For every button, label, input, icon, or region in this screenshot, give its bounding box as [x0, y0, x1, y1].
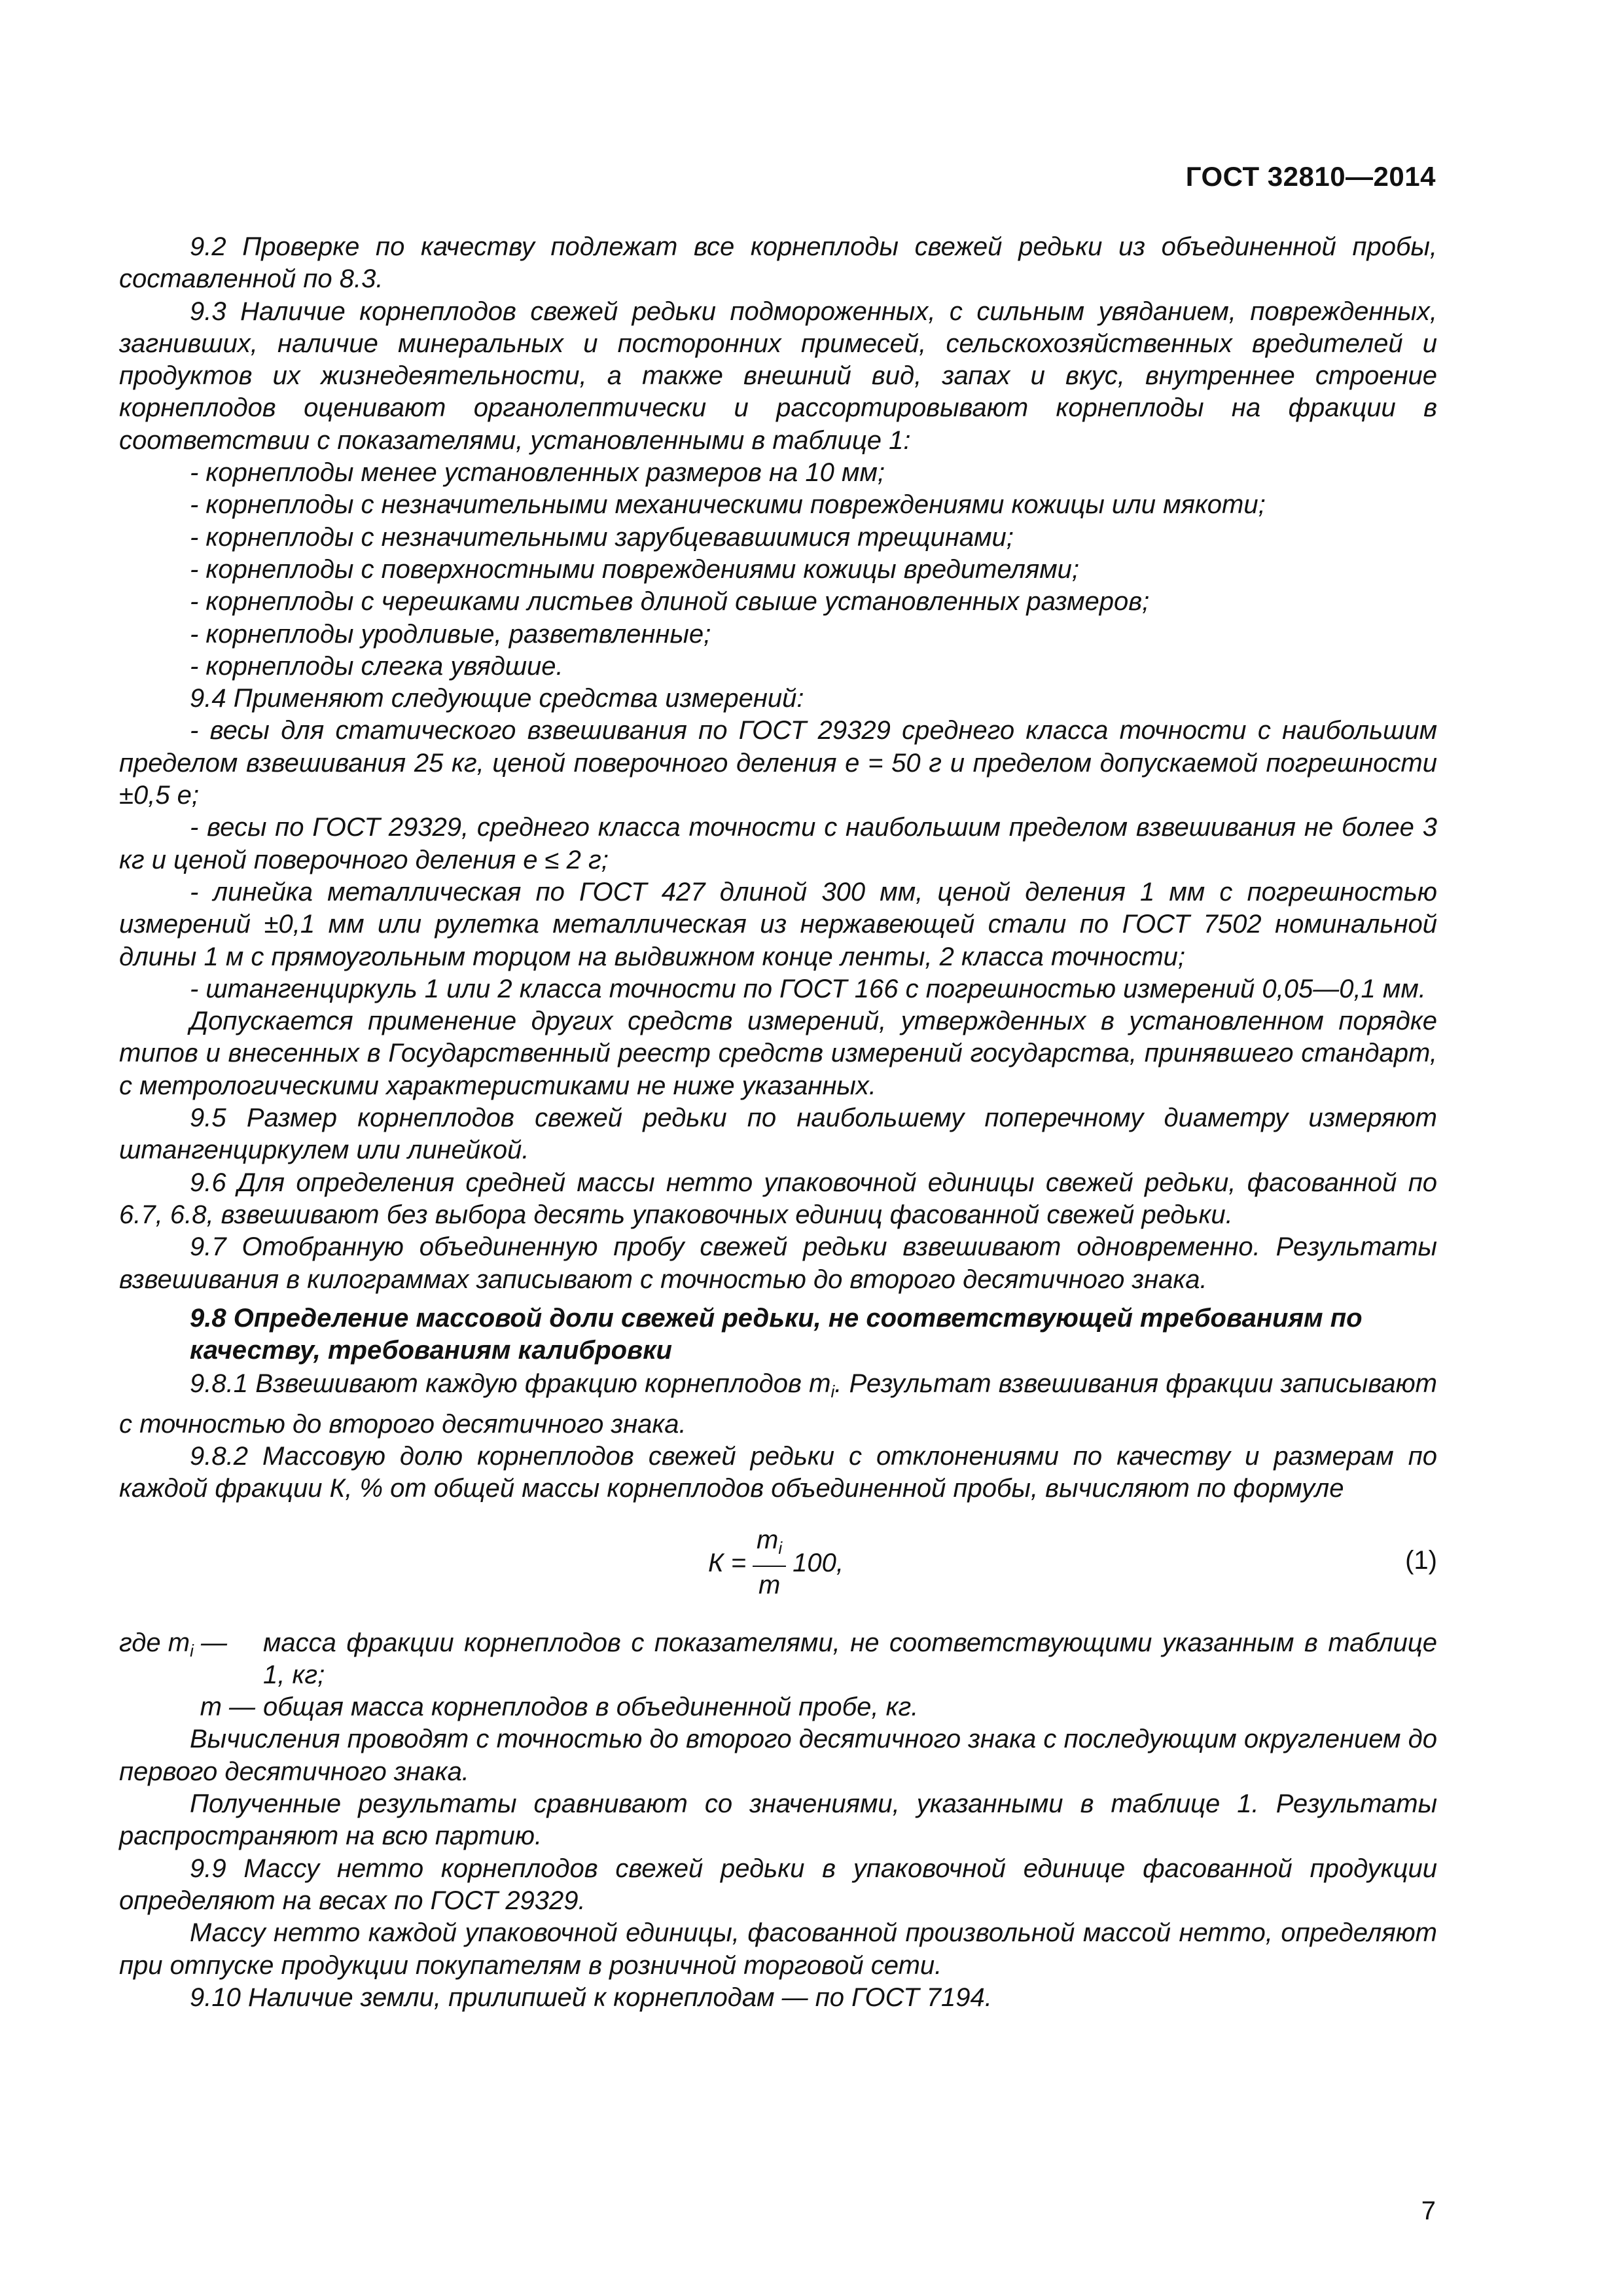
formula-definitions	[119, 1627, 1437, 1724]
paragraph-9-8-1	[119, 1368, 1437, 1441]
paragraph-9-8-1-end: . Результат взвешивания фракции записывают с точностью до второго десятичного знака.	[119, 1369, 1437, 1439]
list-item: - штангенциркуль 1 или 2 класса точности по ГОСТ 166 с погрешностью измерений 0,05—0,1 мм.	[190, 974, 1426, 1003]
paragraph-9-6: 9.6 Для определения средней массы нетто упаковочной единицы свежей редьки, фасованной по 6.7, 6.8, взвешивают без выбора десять упаковочных единиц фасованной свежей редьки.	[119, 1168, 1437, 1229]
definition-term-text: где m	[119, 1628, 190, 1657]
list-item: - корнеплоды слегка увядшие.	[190, 651, 563, 681]
definition-text: общая масса корнеплодов в объединенной пробе, кг.	[263, 1693, 919, 1722]
paragraph-9-10: 9.10 Наличие земли, прилипшей к корнеплодам — по ГОСТ 7194.	[190, 1982, 992, 2012]
paragraph-9-9: 9.9 Массу нетто корнеплодов свежей редьки в упаковочной единице фасованной продукции определяют на весах по ГОСТ 29329.	[119, 1854, 1437, 1915]
equation-number: (1)	[1405, 1545, 1437, 1575]
formula-fraction	[753, 1524, 786, 1604]
list-item: - линейка металлическая по ГОСТ 427 длиной 300 мм, ценой деления 1 мм с погрешностью измерений ±0,1 мм или рулетка металлическая из нержавеющей стали по ГОСТ 7502 номинальной длины 1 м с прямоугольным торцом на выдвижном конце ленты, 2 класса точности;	[119, 877, 1437, 971]
definition-term: m —	[200, 1693, 255, 1722]
document-code-header: ГОСТ 32810—2014	[1185, 161, 1436, 192]
list-item: - корнеплоды уродливые, разветвленные;	[190, 619, 711, 649]
paragraph-9-5: 9.5 Размер корнеплодов свежей редьки по наибольшему поперечному диаметру измеряют штангенциркулем или линейкой.	[119, 1103, 1437, 1165]
definition-mi	[119, 1627, 1437, 1692]
list-item: - весы по ГОСТ 29329, среднего класса точности с наибольшим пределом взвешивания не более 3 кг и ценой поверочного деления е ≤ 2 г;	[119, 813, 1437, 874]
formula-lhs: К =	[708, 1548, 747, 1577]
formula-denominator: m	[758, 1570, 781, 1600]
list-item: - корнеплоды с незначительными зарубцевавшимися трещинами;	[190, 522, 1014, 552]
paragraph-9-4: 9.4 Применяют следующие средства измерений:	[190, 684, 804, 713]
formula-rhs: 100,	[793, 1548, 844, 1577]
list-item: - корнеплоды с черешками листьев длиной свыше установленных размеров;	[190, 587, 1150, 617]
paragraph-9-8-1-start: 9.8.1 Взвешивают каждую фракцию корнеплодов m	[190, 1369, 831, 1399]
formula-k	[708, 1524, 844, 1604]
definition-text: масса фракции корнеплодов с показателями, не соответствующими указанным в таблице 1, кг;	[263, 1628, 1437, 1689]
formula-numerator-var: m	[757, 1525, 779, 1554]
paragraph-9-2: 9.2 Проверке по качеству подлежат все корнеплоды свежей редьки из объединенной пробы, составленной по 8.3.	[119, 232, 1437, 294]
definition-term	[119, 1627, 263, 1692]
paragraph-results: Полученные результаты сравнивают со значениями, указанными в таблице 1. Результаты распространяют на всю партию.	[119, 1789, 1437, 1851]
document-body	[119, 231, 1437, 2014]
paragraph-9-8-2: 9.8.2 Массовую долю корнеплодов свежей редьки с отклонениями по качеству и размерам по каждой фракции К, % от общей массы корнеплодов объединенной пробы, вычисляют по формуле	[119, 1441, 1437, 1503]
page-number: 7	[1421, 2197, 1436, 2225]
paragraph-9-7: 9.7 Отобранную объединенную пробу свежей редьки взвешивают одновременно. Результаты взвешивания в килограммах записывают с точностью до второго десятичного знака.	[119, 1232, 1437, 1294]
paragraph-9-4-note: Допускается применение других средств измерений, утвержденных в установленном порядке типов и внесенных в Государственный реестр средств измерений государства, принявшего стандарт, с метрологическими характеристиками не ниже указанных.	[119, 1007, 1437, 1100]
list-item: - весы для статического взвешивания по ГОСТ 29329 среднего класса точности с наибольшим пределом взвешивания 25 кг, ценой поверочного деления е = 50 г и пределом допускаемой погрешности ±0,5 е;	[119, 716, 1437, 810]
subscript-i: i	[830, 1382, 835, 1402]
definition-term-sub: i	[190, 1640, 194, 1660]
paragraph-9-9-b: Массу нетто каждой упаковочной единицы, фасованной произвольной массой нетто, определяют при отпуске продукции покупателям в розничной торговой сети.	[119, 1918, 1437, 1980]
formula-numerator-sub: i	[778, 1537, 783, 1558]
list-item: - корнеплоды с незначительными механическими повреждениями кожицы или мякоти;	[190, 490, 1266, 520]
section-heading-9-8: 9.8 Определение массовой доли свежей редьки, не соответствующей требованиям по качеству, требованиям калибровки	[190, 1303, 1363, 1365]
definition-m	[119, 1691, 1437, 1723]
definition-dash: —	[200, 1628, 227, 1657]
list-item: - корнеплоды с поверхностными повреждениями кожицы вредителями;	[190, 554, 1080, 584]
paragraph-9-3: 9.3 Наличие корнеплодов свежей редьки подмороженных, с сильным увяданием, поврежденных, загнивших, наличие минеральных и посторонних примесей, сельскохозяйственных вредителей и продуктов их жизнедеятельности, а также внешний вид, запах и вкус, внутреннее строение корнеплодов оценивают органолептически и рассортировывают корнеплоды на фракции в соответствии с показателями, установленными в таблице 1:	[119, 296, 1437, 455]
list-item: - корнеплоды менее установленных размеров на 10 мм;	[190, 458, 885, 488]
paragraph-calculation: Вычисления проводят с точностью до второго десятичного знака с последующим округлением до первого десятичного знака.	[119, 1725, 1437, 1786]
formula-row	[119, 1517, 1437, 1615]
formula-numerator	[753, 1524, 786, 1567]
